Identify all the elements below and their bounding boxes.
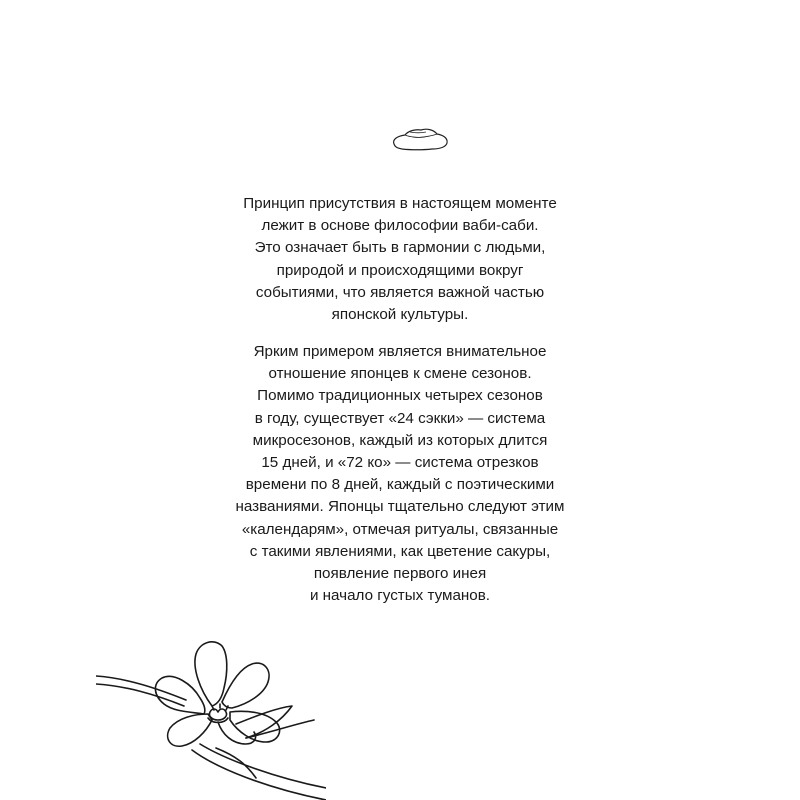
paragraph-line: событиями, что является важной частью	[255, 283, 545, 301]
paragraph-line: Помимо традиционных четырех сезонов	[257, 387, 543, 405]
paragraph-line: в году, существует «24 сэкки» — система	[254, 409, 546, 427]
paragraph-line: японской культуры.	[331, 306, 469, 324]
paragraph-line: названиями. Японцы тщательно следуют этим	[235, 498, 565, 516]
paragraph-line: с такими явлениями, как цветение сакуры,	[249, 542, 551, 560]
paragraph-line: и начало густых туманов.	[309, 587, 491, 605]
paragraph-2	[150, 341, 650, 607]
paragraph-line: времени по 8 дней, каждый с поэтическими	[245, 476, 555, 494]
paragraph-line: Ярким примером является внимательное	[253, 343, 547, 360]
paragraph-line: отношение японцев к смене сезонов.	[268, 365, 532, 383]
paragraph-line: природой и происходящими вокруг	[276, 261, 524, 279]
flower-icon	[96, 628, 326, 800]
paragraph-line: 15 дней, и «72 ко» — система отрезков	[261, 454, 539, 472]
paragraph-line: Принцип присутствия в настоящем моменте	[243, 195, 557, 212]
paragraph-line: появление первого инея	[313, 565, 487, 583]
paragraph-line: микросезонов, каждый из которых длится	[252, 431, 548, 449]
stone-icon	[388, 122, 452, 158]
paragraph-line: «календарям», отмечая ритуалы, связанные	[241, 520, 559, 538]
paragraph-line: лежит в основе философии ваби-саби.	[261, 217, 539, 235]
paragraph-line: Это означает быть в гармонии с людьми,	[254, 239, 546, 257]
paragraph-1	[150, 193, 650, 326]
